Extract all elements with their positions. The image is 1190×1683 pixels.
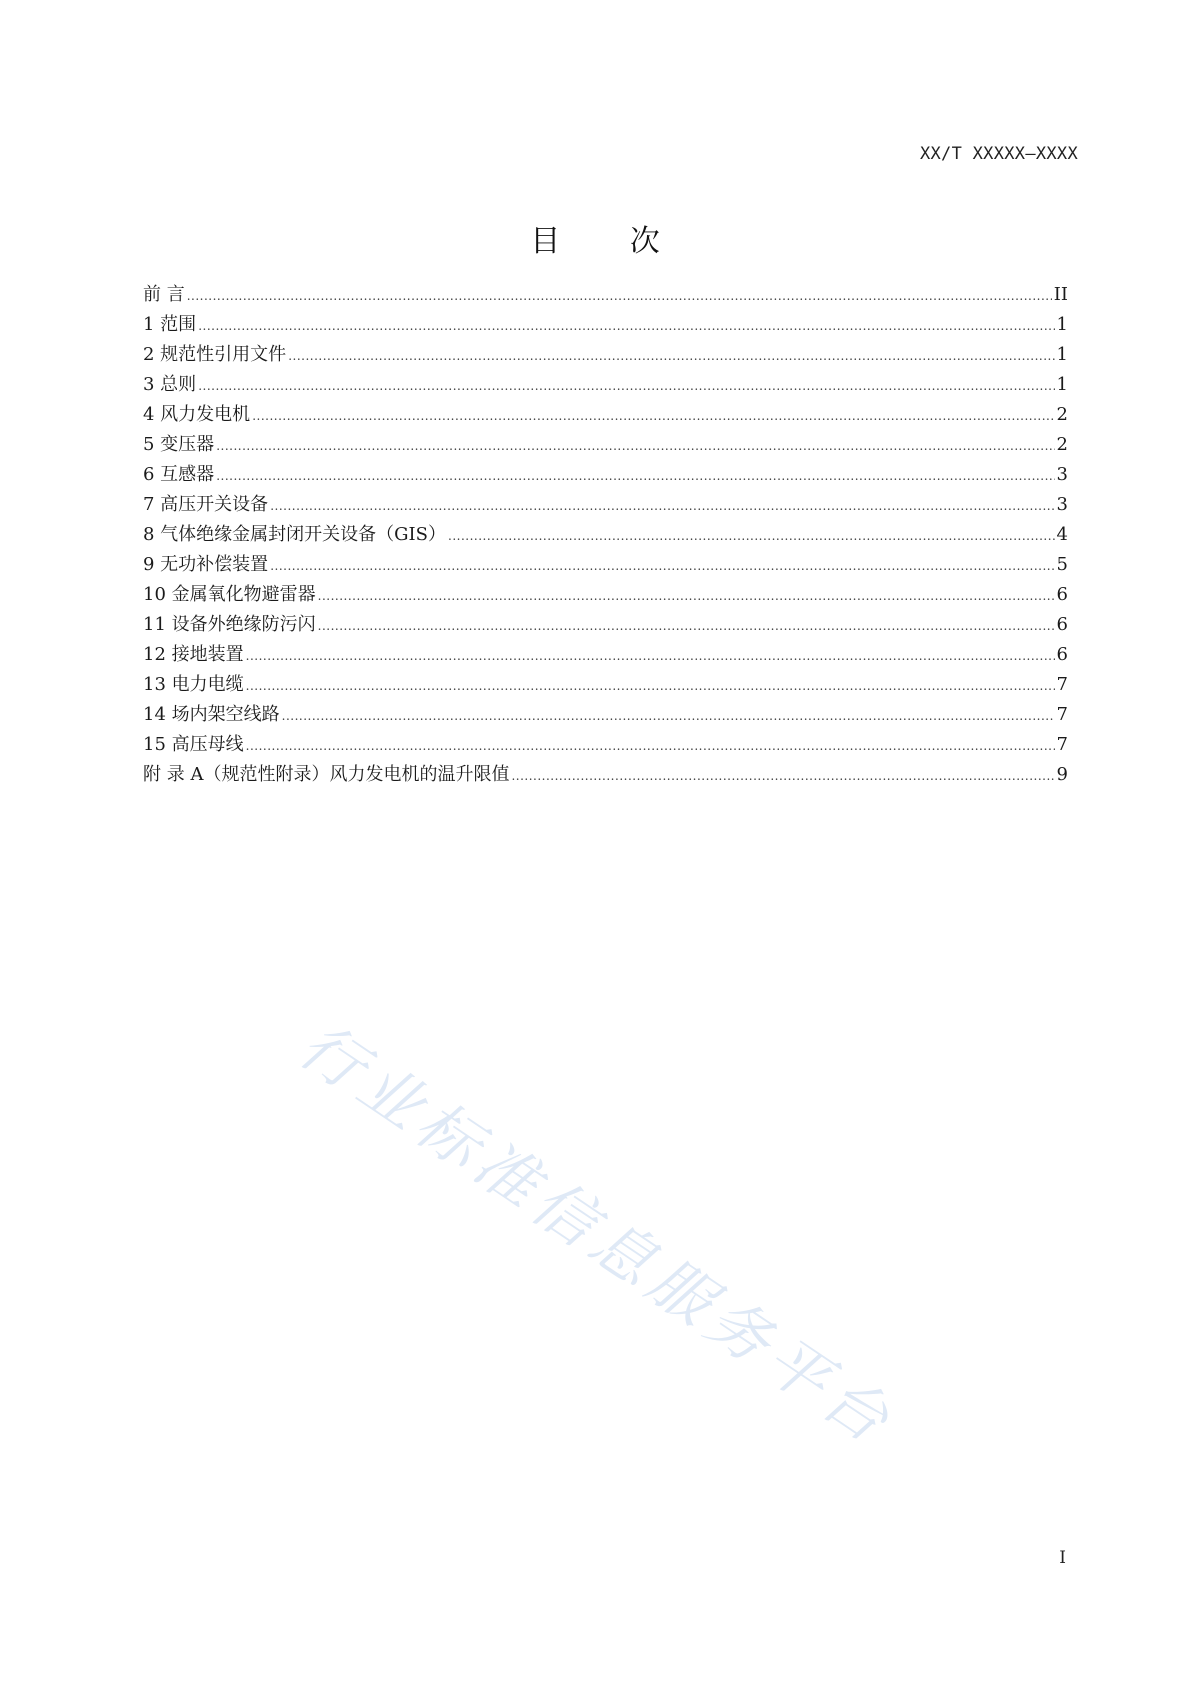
toc-entry[interactable] [143,460,1068,490]
toc-entry[interactable] [143,580,1068,610]
toc-entry[interactable] [143,640,1068,670]
toc-entry-page: 2 [1056,404,1068,425]
toc-entry-page: 6 [1056,644,1068,665]
toc-entry-page: 6 [1056,584,1068,605]
toc-dot-leader [270,491,1054,521]
toc-dot-leader [187,281,1052,311]
toc-entry-label: 10 金属氧化物避雷器 [143,584,316,605]
toc-entry-page: 3 [1056,494,1068,515]
toc-entry-page: 6 [1056,614,1068,635]
toc-title: 目 次 [530,224,690,259]
toc-entry[interactable] [143,760,1068,790]
toc-entry-label: 9 无功补偿装置 [143,554,269,575]
toc-entry-page: 3 [1056,464,1068,485]
toc-entry-label: 附 录 A（规范性附录）风力发电机的温升限值 [143,764,510,785]
document-code: XX/T XXXXX—XXXX [919,144,1078,164]
toc-dot-leader [198,371,1054,401]
toc-entry-label: 13 电力电缆 [143,674,244,695]
toc-entry-label: 8 气体绝缘金属封闭开关设备（GIS） [143,524,446,545]
toc-entry-page: 1 [1056,344,1068,365]
toc-dot-leader [270,551,1054,581]
toc-entry-page: 5 [1056,554,1068,575]
toc-entry-page: 7 [1056,674,1068,695]
toc-dot-leader [252,401,1054,431]
toc-entry-label: 5 变压器 [143,434,215,455]
toc-entry-page: 7 [1056,704,1068,725]
toc-dot-leader [288,341,1054,371]
toc-entry-label: 3 总则 [143,374,197,395]
toc-entry-page: 9 [1056,764,1068,785]
table-of-contents [143,280,1068,790]
toc-dot-leader [246,671,1055,701]
toc-dot-leader [216,461,1054,491]
toc-entry-page: 1 [1056,314,1068,335]
toc-dot-leader [318,611,1055,641]
toc-dot-leader [216,431,1054,461]
toc-entry[interactable] [143,730,1068,760]
toc-entry[interactable] [143,370,1068,400]
toc-entry-label: 1 范围 [143,314,197,335]
toc-entry[interactable] [143,400,1068,430]
toc-entry-label: 6 互感器 [143,464,215,485]
toc-entry-label: 2 规范性引用文件 [143,344,287,365]
toc-entry[interactable] [143,430,1068,460]
toc-entry-label: 11 设备外绝缘防污闪 [143,614,316,635]
toc-entry-page: 1 [1056,374,1068,395]
toc-entry[interactable] [143,280,1068,310]
toc-entry-label: 12 接地装置 [143,644,244,665]
toc-dot-leader [198,311,1054,341]
toc-entry[interactable] [143,310,1068,340]
toc-entry[interactable] [143,340,1068,370]
toc-entry-label: 7 高压开关设备 [143,494,269,515]
toc-entry[interactable] [143,520,1068,550]
toc-entry-label: 4 风力发电机 [143,404,251,425]
toc-entry-label: 前 言 [143,284,185,305]
toc-entry[interactable] [143,490,1068,520]
toc-entry-page: 4 [1056,524,1068,545]
toc-entry-label: 14 场内架空线路 [143,704,280,725]
toc-entry[interactable] [143,670,1068,700]
toc-dot-leader [282,701,1055,731]
toc-entry[interactable] [143,550,1068,580]
toc-entry-label: 15 高压母线 [143,734,244,755]
toc-entry[interactable] [143,610,1068,640]
toc-dot-leader [246,641,1055,671]
toc-entry-page: 7 [1056,734,1068,755]
toc-dot-leader [318,581,1055,611]
watermark: 行业标准信息服务平台 [286,1008,908,1461]
toc-dot-leader [511,761,1054,791]
toc-dot-leader [448,521,1055,551]
toc-dot-leader [246,731,1055,761]
toc-entry[interactable] [143,700,1068,730]
toc-entry-page: II [1053,284,1068,305]
toc-entry-page: 2 [1056,434,1068,455]
page-number: I [1059,1548,1066,1568]
